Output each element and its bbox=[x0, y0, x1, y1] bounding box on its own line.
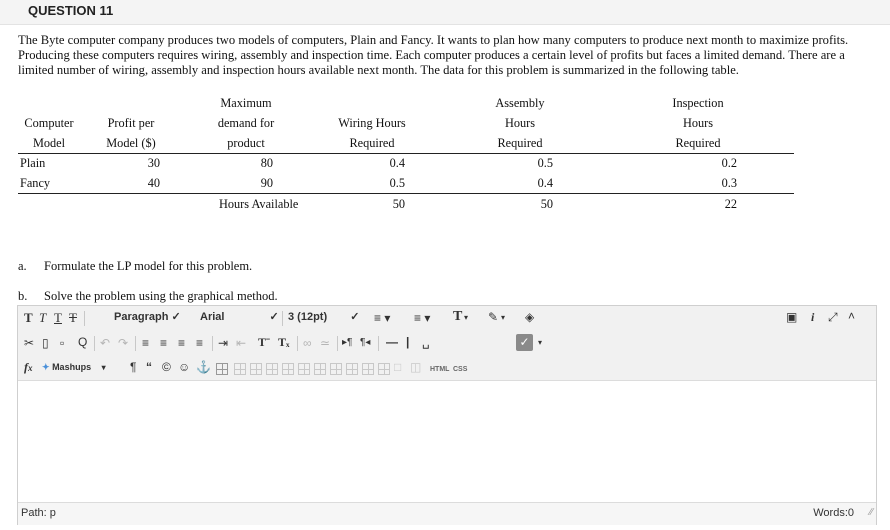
anchor-icon[interactable]: ⚓ bbox=[196, 360, 211, 374]
row-fancy-inspection: 0.3 bbox=[721, 176, 737, 190]
row-plain-assembly: 0.5 bbox=[537, 156, 553, 170]
header-assembly-1: Assembly bbox=[495, 96, 545, 110]
underline-text-icon[interactable]: T bbox=[54, 310, 62, 325]
editor-status-bar bbox=[18, 502, 876, 525]
indent-icon[interactable]: ⇥ bbox=[218, 336, 229, 350]
align-justify-icon[interactable]: ≡ bbox=[196, 336, 204, 350]
row-fancy-profit: 40 bbox=[147, 176, 160, 190]
chevron-down-icon: ✓ bbox=[269, 311, 279, 323]
font-size-select-value: 3 (12pt) bbox=[288, 311, 328, 323]
chevron-down-icon[interactable]: ▾ bbox=[538, 338, 543, 347]
toolbar-row-3 bbox=[18, 355, 876, 381]
paste-icon[interactable]: ▫ bbox=[60, 336, 65, 350]
bold-text-icon[interactable]: T bbox=[24, 310, 33, 325]
toolbar-row-2 bbox=[18, 331, 876, 355]
link-icon[interactable]: ∞ bbox=[303, 336, 312, 350]
italic-text-icon[interactable]: T bbox=[39, 310, 47, 325]
table-col-before-icon[interactable] bbox=[282, 362, 294, 380]
chevron-down-icon: ▾ bbox=[101, 363, 106, 372]
toolbar-separator bbox=[212, 336, 213, 351]
toolbar-row-1 bbox=[18, 306, 876, 331]
part-b-text: Solve the problem using the graphical method. bbox=[44, 289, 278, 303]
align-left-icon[interactable]: ≡ bbox=[142, 336, 150, 350]
header-wiring-1: Wiring Hours bbox=[338, 116, 406, 130]
chevron-down-icon[interactable]: ▾ bbox=[501, 313, 506, 322]
strikethrough-text-icon[interactable]: T bbox=[69, 310, 77, 325]
eraser-icon[interactable]: ◈ bbox=[525, 310, 535, 324]
header-demand-1: Maximum bbox=[220, 96, 272, 110]
css-source-button[interactable]: CSS bbox=[453, 366, 468, 373]
toolbar-separator bbox=[297, 336, 298, 351]
chevron-down-icon: ✓ bbox=[171, 311, 181, 323]
cut-icon[interactable]: ✂ bbox=[24, 336, 35, 350]
bullet-list-icon[interactable]: ≡ ▾ bbox=[374, 311, 391, 325]
row-fancy-wiring: 0.5 bbox=[389, 176, 405, 190]
editor-content-area[interactable] bbox=[18, 381, 876, 501]
table-rule-bottom bbox=[18, 193, 794, 194]
header-model-1: Computer bbox=[24, 116, 74, 130]
header-inspection-2: Hours bbox=[682, 116, 714, 130]
highlight-pen-icon[interactable]: ✎ bbox=[488, 310, 499, 324]
font-select-value: Arial bbox=[200, 311, 225, 323]
table-delete-row-icon[interactable] bbox=[266, 362, 278, 380]
hours-available-label: Hours Available bbox=[219, 197, 299, 211]
part-a-text: Formulate the LP model for this problem. bbox=[44, 259, 253, 273]
subscript-icon[interactable]: Tₓ bbox=[278, 335, 290, 349]
paragraph-mark-icon[interactable]: ¶ bbox=[130, 360, 137, 374]
available-wiring: 50 bbox=[392, 197, 405, 211]
redo-icon[interactable]: ↷ bbox=[118, 336, 129, 350]
format-select-value: Paragraph bbox=[114, 311, 169, 323]
collapse-toolbar-icon[interactable]: ˄ bbox=[848, 309, 856, 323]
align-right-icon[interactable]: ≡ bbox=[178, 336, 186, 350]
row-plain-wiring: 0.4 bbox=[389, 156, 405, 170]
unlink-icon[interactable]: ≃ bbox=[320, 336, 331, 350]
info-icon[interactable]: i bbox=[811, 310, 815, 324]
outdent-icon[interactable]: ⇤ bbox=[236, 336, 247, 350]
copy-icon[interactable]: ▯ bbox=[42, 336, 49, 350]
rich-text-editor bbox=[17, 305, 877, 525]
table-row-after-icon[interactable] bbox=[250, 362, 262, 380]
part-b-marker: b. bbox=[18, 289, 28, 303]
horizontal-line-icon[interactable]: — bbox=[386, 335, 398, 349]
table-cell-props-icon[interactable] bbox=[378, 362, 390, 380]
html-source-button[interactable]: HTML bbox=[430, 366, 450, 373]
spellcheck-icon[interactable]: ✓ bbox=[516, 334, 533, 351]
align-center-icon[interactable]: ≡ bbox=[160, 336, 168, 350]
row-plain-model: Plain bbox=[20, 156, 46, 170]
header-wiring-2: Required bbox=[349, 136, 395, 150]
table-merge-cells-icon[interactable] bbox=[330, 362, 342, 380]
mashups-icon: ✦ bbox=[42, 362, 50, 372]
row-plain-demand: 80 bbox=[260, 156, 273, 170]
font-size-select[interactable] bbox=[288, 309, 359, 326]
find-icon[interactable]: Q bbox=[78, 335, 88, 349]
chevron-down-icon: ✓ bbox=[350, 311, 360, 323]
mashups-label: Mashups bbox=[52, 362, 92, 372]
toolbar-separator bbox=[94, 336, 95, 351]
header-profit-1: Profit per bbox=[107, 116, 155, 130]
question-title: QUESTION 11 bbox=[28, 3, 114, 18]
math-function-icon[interactable]: fx bbox=[24, 360, 33, 374]
element-path: Path: p bbox=[21, 507, 56, 519]
copyright-icon[interactable]: © bbox=[162, 360, 171, 374]
row-fancy-model: Fancy bbox=[20, 176, 51, 190]
row-fancy-assembly: 0.4 bbox=[537, 176, 553, 190]
toolbar-separator bbox=[378, 336, 379, 351]
blockquote-icon[interactable]: “ bbox=[146, 360, 152, 374]
toolbar-separator bbox=[282, 311, 283, 326]
text-color-icon[interactable]: T bbox=[453, 309, 463, 324]
header-inspection-1: Inspection bbox=[672, 96, 724, 110]
ltr-direction-icon[interactable]: ▸¶ bbox=[342, 337, 353, 348]
question-header bbox=[0, 0, 890, 25]
monitor-preview-icon[interactable]: ▣ bbox=[786, 310, 798, 324]
chevron-down-icon[interactable]: ▾ bbox=[464, 313, 469, 322]
pipe-icon[interactable]: | bbox=[406, 335, 410, 349]
nonbreaking-space-icon[interactable]: ␣ bbox=[422, 335, 430, 349]
header-model-2: Model bbox=[32, 136, 66, 150]
header-demand-3: product bbox=[227, 136, 265, 150]
undo-icon[interactable]: ↶ bbox=[100, 336, 111, 350]
table-row-before-icon[interactable] bbox=[234, 362, 246, 380]
toolbar-separator bbox=[337, 336, 338, 351]
table-delete-icon[interactable]: □ bbox=[394, 360, 402, 374]
available-inspection: 22 bbox=[724, 197, 737, 211]
table-borders-icon[interactable]: ◫ bbox=[410, 360, 422, 374]
table-split-cells-icon[interactable] bbox=[346, 362, 358, 380]
part-a-marker: a. bbox=[18, 259, 27, 273]
toolbar-separator bbox=[135, 336, 136, 351]
fullscreen-icon[interactable]: ⤢ bbox=[828, 310, 838, 324]
font-family-select[interactable] bbox=[200, 309, 279, 326]
resize-handle-icon[interactable]: ∕∕ bbox=[869, 507, 873, 518]
question-paragraph: The Byte computer company produces two models of computers, Plain and Fancy. It wants to plan how many computers to produce next month to maximize profits. Producing these computers requires wiring, assembly and inspection time. Each computer produces a certain level of profits but faces a limited demand. There are a limited number of wiring, assembly and inspection hours available next month. The data for this problem is summarized in the following table. bbox=[18, 33, 849, 77]
header-profit-2: Model ($) bbox=[106, 136, 156, 150]
available-assembly: 50 bbox=[540, 197, 553, 211]
table-delete-col-icon[interactable] bbox=[314, 362, 326, 380]
header-demand-2: demand for bbox=[217, 116, 275, 130]
row-plain-inspection: 0.2 bbox=[721, 156, 737, 170]
mashups-dropdown[interactable] bbox=[42, 359, 106, 376]
superscript-icon[interactable]: Tˉ bbox=[258, 335, 270, 349]
table-rule-top bbox=[18, 153, 794, 154]
emoticon-icon[interactable]: ☺ bbox=[178, 360, 191, 374]
row-plain-profit: 30 bbox=[147, 156, 160, 170]
table-col-after-icon[interactable] bbox=[298, 362, 310, 380]
table-props-icon[interactable] bbox=[362, 362, 374, 380]
header-assembly-2: Hours bbox=[504, 116, 536, 130]
format-select[interactable] bbox=[114, 309, 181, 326]
row-fancy-demand: 90 bbox=[260, 176, 273, 190]
toolbar-separator bbox=[84, 311, 85, 326]
header-inspection-3: Required bbox=[675, 136, 721, 150]
word-count: Words:0 bbox=[813, 507, 854, 519]
numbered-list-icon[interactable]: ≡ ▾ bbox=[414, 311, 431, 325]
insert-table-icon[interactable] bbox=[216, 362, 228, 380]
rtl-direction-icon[interactable]: ¶◂ bbox=[360, 337, 371, 348]
header-assembly-3: Required bbox=[497, 136, 543, 150]
